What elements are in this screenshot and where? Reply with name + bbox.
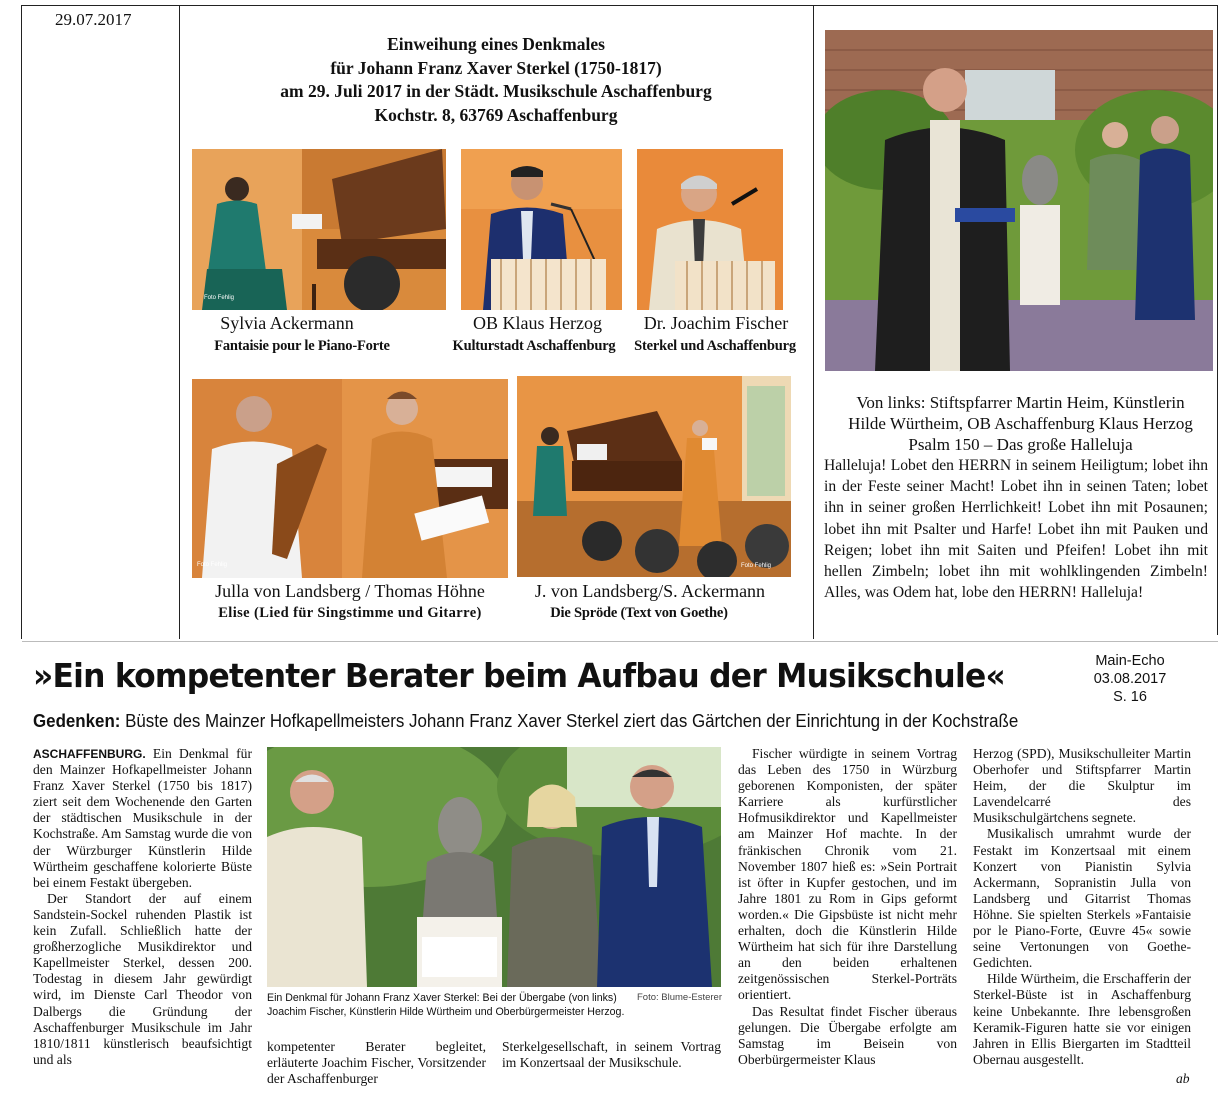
caption-name-4: Julla von Landsberg / Thomas Höhne: [215, 581, 485, 601]
caption-name-2: OB Klaus Herzog: [473, 313, 602, 333]
article-column-3: [502, 1039, 721, 1071]
source-page: S. 16: [1113, 689, 1147, 705]
frame-top: [21, 5, 1218, 6]
blessing-caption-line-2: Hilde Würtheim, OB Aschaffenburg Klaus Herzog: [848, 414, 1193, 433]
photo-blessing: [825, 30, 1213, 371]
frame-right: [1217, 5, 1218, 635]
header-line-1: Einweihung eines Denkmales: [387, 34, 605, 54]
photo-credit-2: Foto Fehlig: [197, 562, 228, 568]
blessing-caption-line-1: Von links: Stiftspfarrer Martin Heim, Künstlerin: [856, 393, 1185, 412]
photo-duo: [192, 379, 508, 578]
photo-credit-1: Foto Fehlig: [204, 295, 235, 301]
col1-paragraph-2: Der Standort der auf einem Sandstein-Sockel ruhenden Plastik ist kein Zufall. Schließlich hatte der großherzogliche Musikdirektor und Kapellmeister Sterkel, dessen 200. Todestag in diesem Jahr gewürdigt wird, im Dienste Carl Theodor von Dalbergs die Gründung der Aschaffenburger Musikschule im Jahr 1810/1811 künstlerisch beaufsichtigt und als: [33, 890, 252, 1067]
article-column-2: [267, 1039, 486, 1087]
photo-credit-3: Foto Fehlig: [741, 563, 772, 569]
header-line-4: Kochstr. 8, 63769 Aschaffenburg: [374, 104, 618, 125]
caption-sub-4: Elise (Lied für Singstimme und Gitarre): [218, 605, 482, 621]
article-photo-caption: [267, 991, 722, 1019]
psalm-body: Halleluja! Lobet den HERRN in seinem Heiligtum; lobet ihn in der Feste seiner Macht! Lobet ihn in seinen Taten; lobet ihn in seiner großen Herrlichkeit! Lobet ihn mit Posaunen; lobet ihn mit Psalter und Harfe! Lobet ihn mit Pauken und Reigen; lobet ihn mit Saiten und Pfeifen! Lobet ihn mit hellen Zimbeln; lobet ihn mit wohlklingenden Zimbeln! Alles, was Odem hat, lobe den HERRN! Halleluja!: [824, 457, 1208, 602]
caption-sub-2: Kulturstadt Aschaffenburg: [452, 338, 616, 354]
col5-paragraph-3: Hilde Würtheim, die Erschafferin der Sterkel-Büste ist in Aschaffenburg keine Unbekannte. Ihre lebensgroßen Keramik-Figuren hatte sie vor einigen Jahren in Ellis Biergarten im Stadtteil Obernau ausgestellt.: [973, 971, 1191, 1067]
header-line-3: am 29. Juli 2017 in der Städt. Musikschule Aschaffenburg: [280, 81, 712, 101]
divider-right: [813, 5, 814, 639]
caption-sub-3: Sterkel und Aschaffenburg: [634, 338, 796, 354]
frame-left: [21, 5, 22, 639]
article-photo: [267, 747, 721, 987]
event-header: [180, 33, 812, 127]
caption-sub-1: Fantaisie pour le Piano-Forte: [214, 338, 390, 354]
source-paper: Main-Echo: [1095, 653, 1165, 669]
article-subheadline: [33, 711, 1018, 732]
article-photo-caption-text: Ein Denkmal für Johann Franz Xaver Sterkel: Bei der Übergabe (von links) Joachim Fischer, Künstlerin Hilde Würtheim und Oberbürgermeister Herzog.: [267, 992, 625, 1018]
caption-name-3: Dr. Joachim Fischer: [643, 313, 789, 333]
col5-paragraph-1: Herzog (SPD), Musikschulleiter Martin Oberhofer und Stiftspfarrer Martin Heim, der die Skulptur im Lavendelcarré des Musikschulgärtchens segnete.: [973, 746, 1191, 826]
col3-text: Sterkelgesellschaft, in seinem Vortrag im Konzertsaal der Musikschule.: [502, 1039, 721, 1071]
col5-paragraph-2: Musikalisch umrahmt wurde der Festakt im Konzertsaal mit einem Konzert von Pianistin Sylvia Ackermann, Sopranistin Julla von Landsberg und Gitarrist Thomas Höhne. Sie spielten Sterkels »Fantaisie por le Piano-Forte, Œuvre 45« sowie seine Vertonungen von Goethe-Gedichten.: [973, 826, 1191, 971]
col1-paragraph-1: Ein Denkmal für den Mainzer Hofkapellmeister Johann Franz Xaver Sterkel (1750 bis 1817) ziert seit dem Wochenende den Garten der städtischen Musikschule in der Kochstraße. Am Samstag wurde die von der Würzburger Künstlerin Hilde Würtheim geschaffene kolorierte Büste bei einem Festakt übergeben.: [33, 746, 252, 890]
col4-paragraph-1: Fischer würdigte in seinem Vortrag das Leben des 1750 in Würzburg geborenen Komponisten, der später Karriere als kurfürstlicher Hofmusikdirektor und Kapellmeister am Mainzer Hof machte. In der fränkischen Chronik vom 21. November 1807 hieß es: »Sein Portrait ist öfter in Kupfer gestochen, und im Jahre 1801 zu Rom in Gips geformt worden.« Die Gipsbüste ist nicht mehr erhalten, doch die Künstlerin Hilde Würtheim hat sich für ihre Darstellung an den beiden erhaltenen zeitgenössischen Sterkel-Porträts orientiert.: [738, 746, 957, 1003]
article-photo-credit: Foto: Blume-Esterer: [637, 992, 722, 1003]
col4-paragraph-2: Das Resultat findet Fischer überaus gelungen. Die Übergabe erfolgte am Samstag im Beisein von Oberbürgermeister Klaus: [738, 1003, 957, 1067]
article-source: [1090, 652, 1170, 706]
header-line-2: für Johann Franz Xaver Sterkel (1750-1817): [330, 57, 662, 78]
photo-fischer: [637, 149, 783, 310]
col2-text: kompetenter Berater begleitet, erläuterte Joachim Fischer, Vorsitzender der Aschaffenburger: [267, 1039, 486, 1087]
article-column-4: [738, 746, 957, 1068]
caption-sub-5: Die Spröde (Text von Goethe): [550, 605, 728, 621]
photo-concert: [517, 376, 791, 577]
section-divider: [22, 641, 1218, 642]
blessing-caption: [823, 392, 1218, 434]
dateline: ASCHAFFENBURG.: [33, 747, 146, 761]
photo-pianist: [192, 149, 446, 310]
caption-name-5: J. von Landsberg/S. Ackermann: [534, 581, 766, 601]
page-date: 29.07.2017: [55, 10, 132, 29]
psalm-title: Psalm 150 – Das große Halleluja: [908, 435, 1133, 454]
subheadline-lead: Gedenken:: [33, 711, 121, 731]
photo-herzog: [461, 149, 622, 310]
article-column-5: [973, 746, 1191, 1068]
subheadline-text: Büste des Mainzer Hofkapellmeisters Johann Franz Xaver Sterkel ziert das Gärtchen der Einrichtung in der Kochstraße: [120, 711, 1019, 731]
source-date: 03.08.2017: [1093, 671, 1167, 687]
caption-name-1: Sylvia Ackermann: [220, 313, 354, 333]
article-headline: »Ein kompetenter Berater beim Aufbau der Musikschule«: [33, 656, 1005, 695]
author-signature: ab: [1176, 1071, 1190, 1086]
article-column-1: [33, 746, 252, 1068]
